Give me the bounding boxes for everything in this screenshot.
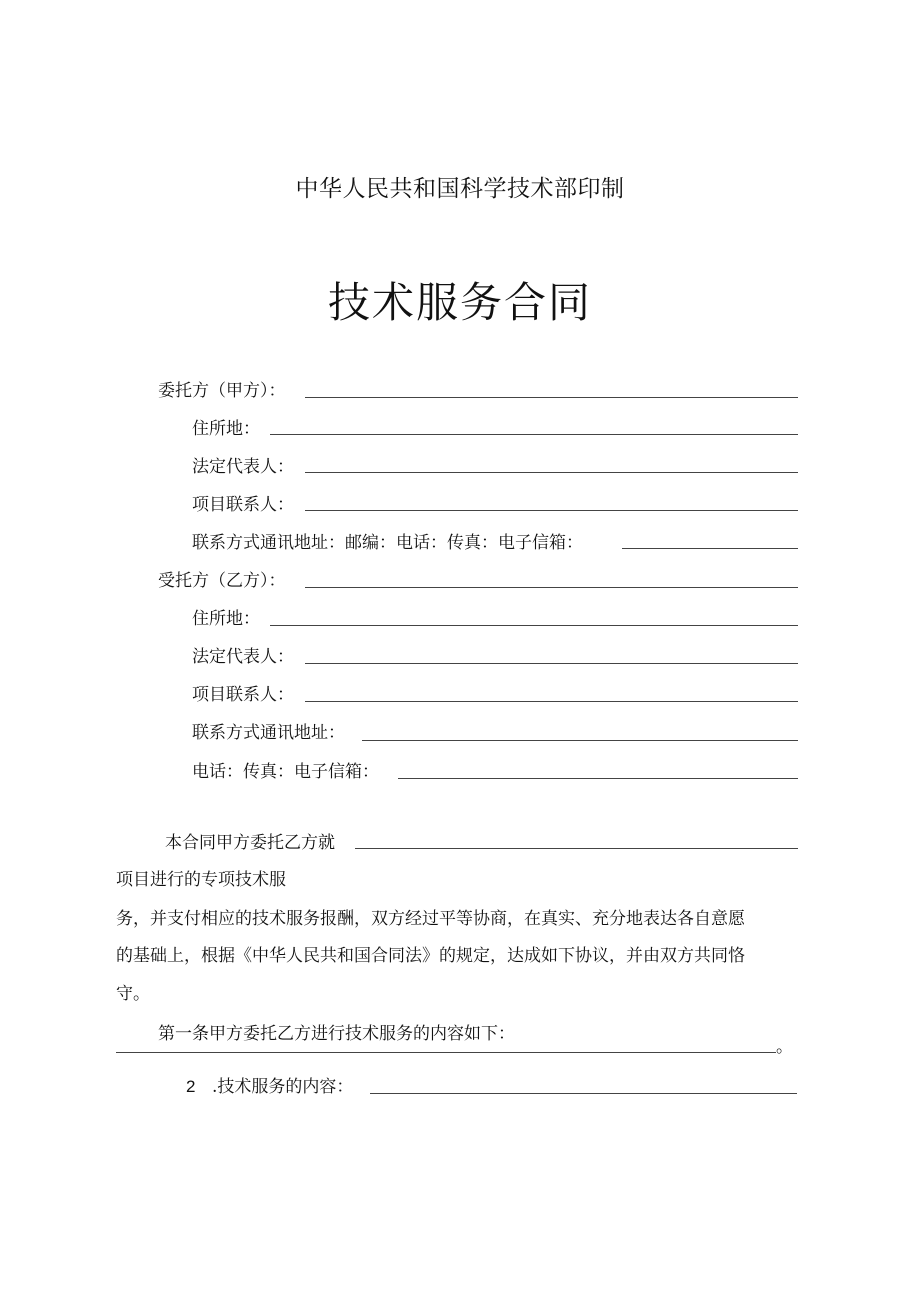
party-b-contact-info-label: 联系方式通讯地址： [192,723,345,743]
item-2-label: .技术服务的内容： [212,1077,354,1097]
intro-text-line-5: 守。 [116,984,150,1004]
party-b-phone-info-label: 电话：传真：电子信箱： [192,762,379,782]
party-a-address-label: 住所地： [192,419,260,439]
party-b-label: 受托方（乙方）： [158,571,286,591]
intro-text-line-4: 的基础上，根据《中华人民共和国合同法》的规定，达成如下协议，并由双方共同恪 [116,946,745,966]
party-b-address-label: 住所地： [192,609,260,629]
intro-text-line-3: 务，并支付相应的技术服务报酬，双方经过平等协商，在真实、充分地表达各自意愿 [116,909,745,929]
article-1-content-field[interactable] [116,1052,776,1053]
party-a-address-field[interactable] [270,434,798,435]
project-name-field[interactable] [355,848,798,849]
party-b-legal-rep-field[interactable] [305,663,798,664]
item-2-number: 2 [186,1077,196,1096]
party-a-contact-info-label: 联系方式通讯地址：邮编：电话：传真：电子信箱： [192,533,583,553]
item-2-content-field[interactable] [370,1093,797,1094]
party-a-field[interactable] [305,397,798,398]
party-a-contact-person-field[interactable] [305,510,798,511]
article-1-period: 。 [776,1037,793,1057]
party-a-legal-rep-label: 法定代表人： [192,457,294,477]
party-a-legal-rep-field[interactable] [305,472,798,473]
party-b-phone-info-field[interactable] [398,778,798,779]
intro-text-start: 本合同甲方委托乙方就 [165,833,335,853]
party-a-label: 委托方（甲方）： [158,381,286,401]
party-b-field[interactable] [305,587,798,588]
party-b-contact-person-label: 项目联系人： [192,685,294,705]
party-b-contact-person-field[interactable] [305,701,798,702]
party-a-contact-person-label: 项目联系人： [192,495,294,515]
party-b-legal-rep-label: 法定代表人： [192,647,294,667]
intro-text-line-2: 项目进行的专项技术服 [116,870,286,890]
party-b-contact-info-field[interactable] [362,740,798,741]
issuer-heading: 中华人民共和国科学技术部印制 [295,176,625,202]
article-1-heading: 第一条甲方委托乙方进行技术服务的内容如下： [158,1024,515,1044]
contract-title: 技术服务合同 [327,278,592,327]
party-a-contact-info-field[interactable] [622,548,798,549]
party-b-address-field[interactable] [270,625,798,626]
